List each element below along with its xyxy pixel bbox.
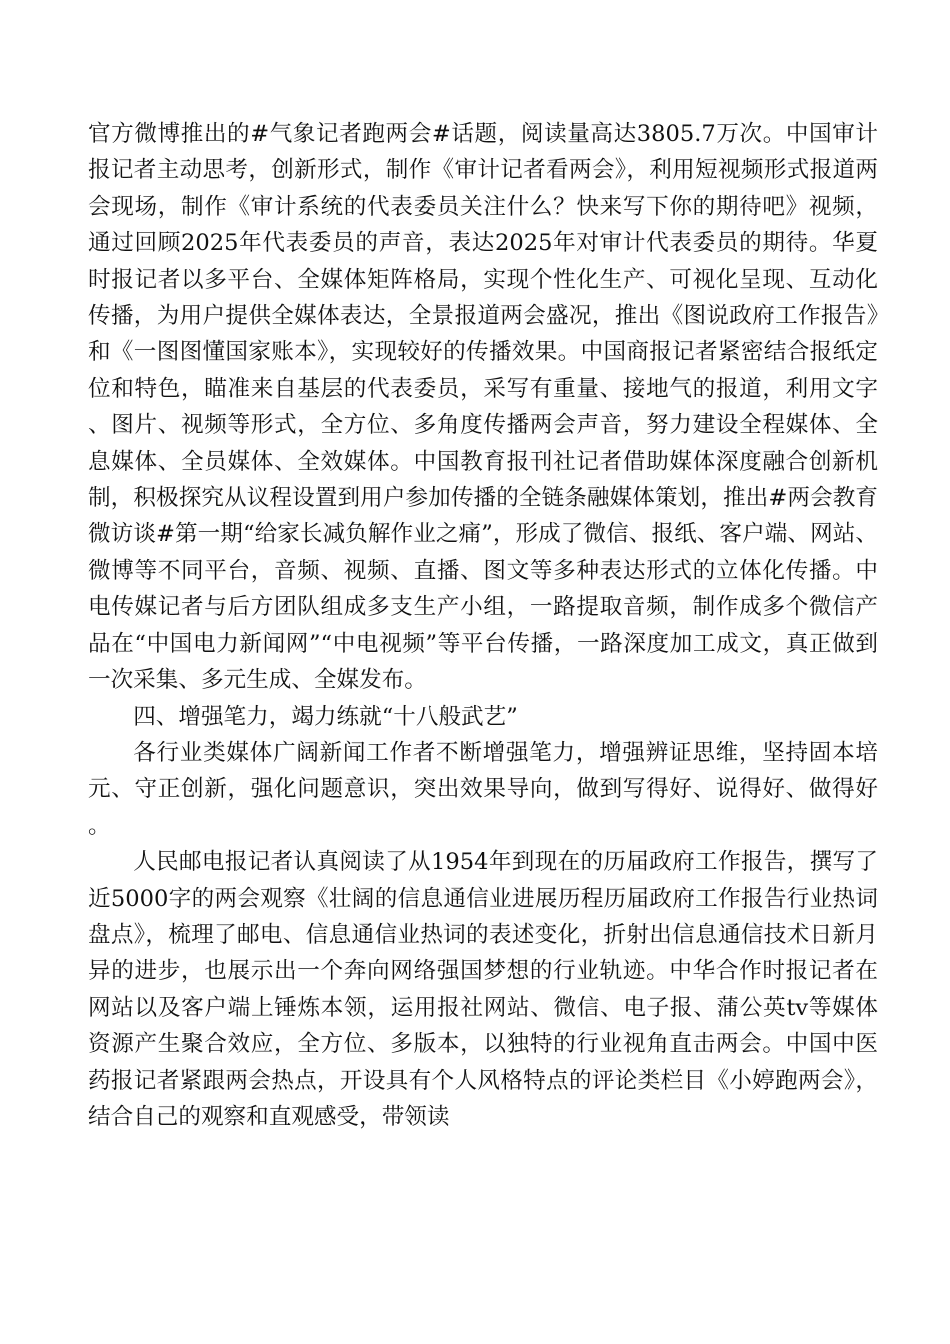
paragraph-reporter-examples: 人民邮电报记者认真阅读了从1954年到现在的历届政府工作报告，撰写了近5000字的两会观察《壮阔的信息通信业进展历程历届政府工作报告行业热词盘点》，梳理了邮电、信息通信业热词的表述变化，折射出信息通信技术日新月异的进步，也展示出一个奔向网络强国梦想的行业轨迹。中华合作时报记者在网站以及客户端上锤炼本领，运用报社网站、微信、电子报、蒲公英tv等媒体资源产生聚合效应，全方位、多版本，以独特的行业视角直击两会。中国中医药报记者紧跟两会热点，开设具有个人风格特点的评论类栏目《小婷跑两会》，结合自己的观察和直观感受，带领读 (88, 849, 878, 1130)
document-body (88, 116, 878, 1135)
paragraph-media-examples: 官方微博推出的#气象记者跑两会#话题，阅读量高达3805.7万次。中国审计报记者主动思考，创新形式，制作《审计记者看两会》，利用短视频形式报道两会现场，制作《审计系统的代表委员关注什么？快来写下你的期待吧》视频，通过回顾2025年代表委员的声音，表达2025年对审计代表委员的期待。华夏时报记者以多平台、全媒体矩阵格局，实现个性化生产、可视化呈现、互动化传播，为用户提供全媒体表达，全景报道两会盛况，推出《图说政府工作报告》和《一图图懂国家账本》，实现较好的传播效果。中国商报记者紧密结合报纸定位和特色，瞄准来自基层的代表委员，采写有重量、接地气的报道，利用文字、图片、视频等形式，全方位、多角度传播两会声音，努力建设全程媒体、全息媒体、全员媒体、全效媒体。中国教育报刊社记者借助媒体深度融合创新机制，积极探究从议程设置到用户参加传播的全链条融媒体策划，推出#两会教育微访谈#第一期“给家长减负解作业之痛”，形成了微信、报纸、客户端、网站、微博等不同平台，音频、视频、直播、图文等多种表达形式的立体化传播。中电传媒记者与后方团队组成多支生产小组，一路提取音频，制作成多个微信产品在“中国电力新闻网”“中电视频”等平台传播，一路深度加工成文，真正做到一次采集、多元生成、全媒发布。 (88, 121, 878, 694)
paragraph-writing-skills: 各行业类媒体广阔新闻工作者不断增强笔力，增强辨证思维，坚持固本培元、守正创新，强化问题意识，突出效果导向，做到写得好、说得好、做得好。 (88, 739, 878, 839)
section-heading-four: 四、增强笔力，竭力练就“十八般武艺” (133, 703, 518, 730)
